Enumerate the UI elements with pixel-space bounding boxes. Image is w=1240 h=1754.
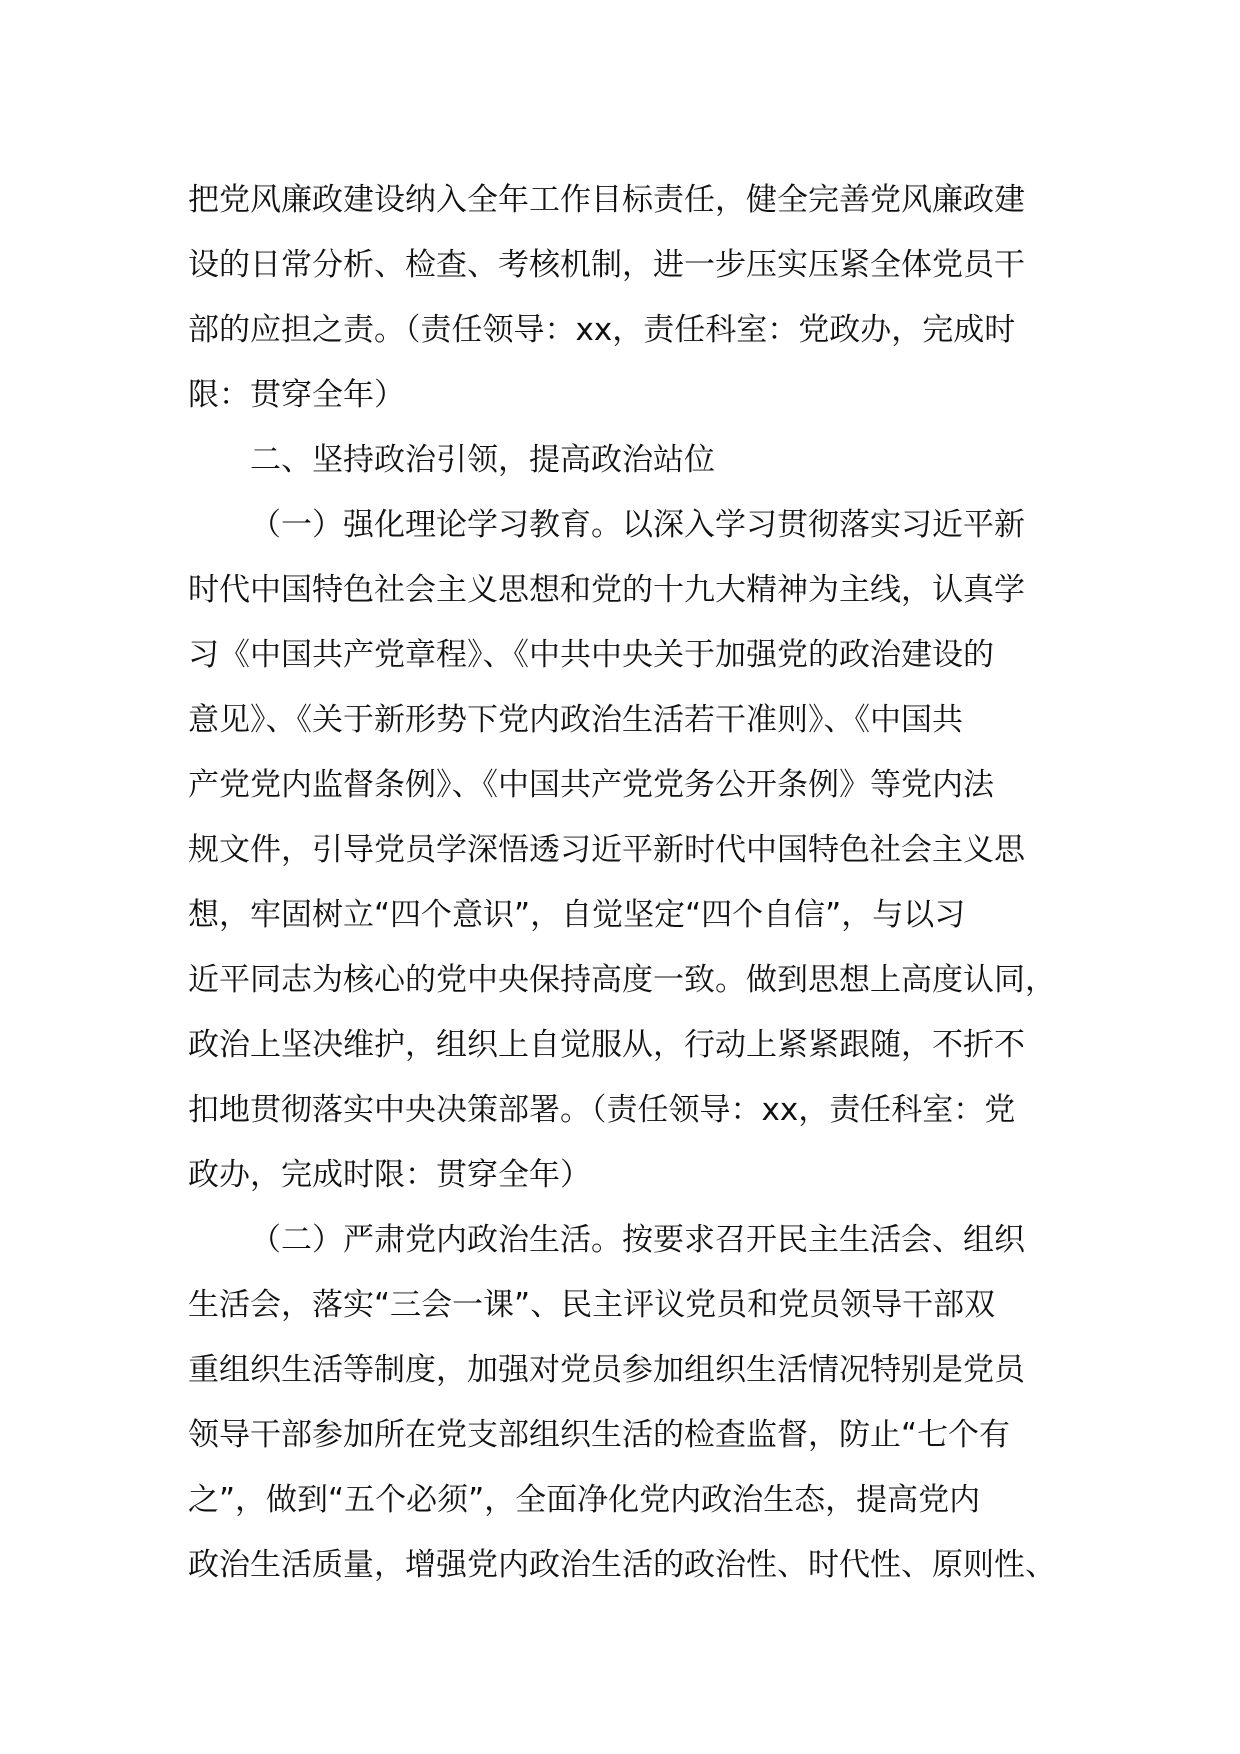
text-line: 政治生活质量，增强党内政治生活的政治性、时代性、原则性、 xyxy=(188,1547,1056,1583)
text-line: 生活会，落实“三会一课”、民主评议党员和党员领导干部双 xyxy=(188,1287,996,1323)
text-line: 把党风廉政建设纳入全年工作目标责任，健全完善党风廉政建 xyxy=(188,182,1025,218)
text-line: 之”，做到“五个必须”，全面净化党内政治生态，提高党内 xyxy=(188,1482,981,1518)
document-body xyxy=(188,168,1088,1598)
text-line: （一）强化理论学习教育。以深入学习贯彻落实习近平新 xyxy=(250,507,1025,543)
text-line: 规文件，引导党员学深悟透习近平新时代中国特色社会主义思 xyxy=(188,832,1025,868)
text-line: （二）严肃党内政治生活。按要求召开民主生活会、组织 xyxy=(250,1222,1025,1258)
text-line: 限：贯穿全年） xyxy=(188,377,405,413)
text-line: 设的日常分析、检查、考核机制，进一步压实压紧全体党员干 xyxy=(188,247,1025,283)
text-line: 政治上坚决维护，组织上自觉服从，行动上紧紧跟随，不折不 xyxy=(188,1027,1025,1063)
text-line: 习《中国共产党章程》、《中共中央关于加强党的政治建设的 xyxy=(188,637,994,673)
text-line: 想，牢固树立“四个意识”，自觉坚定“四个自信”，与以习 xyxy=(188,897,966,933)
text-line: 政办，完成时限：贯穿全年） xyxy=(188,1157,591,1193)
text-line: 重组织生活等制度，加强对党员参加组织生活情况特别是党员 xyxy=(188,1352,1025,1388)
section-heading: 二、坚持政治引领，提高政治站位 xyxy=(250,442,715,478)
text-line: 意见》、《关于新形势下党内政治生活若干准则》、《中国共 xyxy=(188,702,963,738)
text-line: 产党党内监督条例》、《中国共产党党务公开条例》等党内法 xyxy=(188,767,994,803)
text-line: 时代中国特色社会主义思想和党的十九大精神为主线，认真学 xyxy=(188,572,1025,608)
text-line: 扣地贯彻落实中央决策部署。（责任领导：xx，责任科室：党 xyxy=(188,1092,1016,1128)
text-line: 领导干部参加所在党支部组织生活的检查监督，防止“七个有 xyxy=(188,1417,1011,1453)
text-line: 部的应担之责。（责任领导：xx，责任科室：党政办，完成时 xyxy=(188,312,1016,348)
text-line: 近平同志为核心的党中央保持高度一致。做到思想上高度认同， xyxy=(188,962,1056,998)
